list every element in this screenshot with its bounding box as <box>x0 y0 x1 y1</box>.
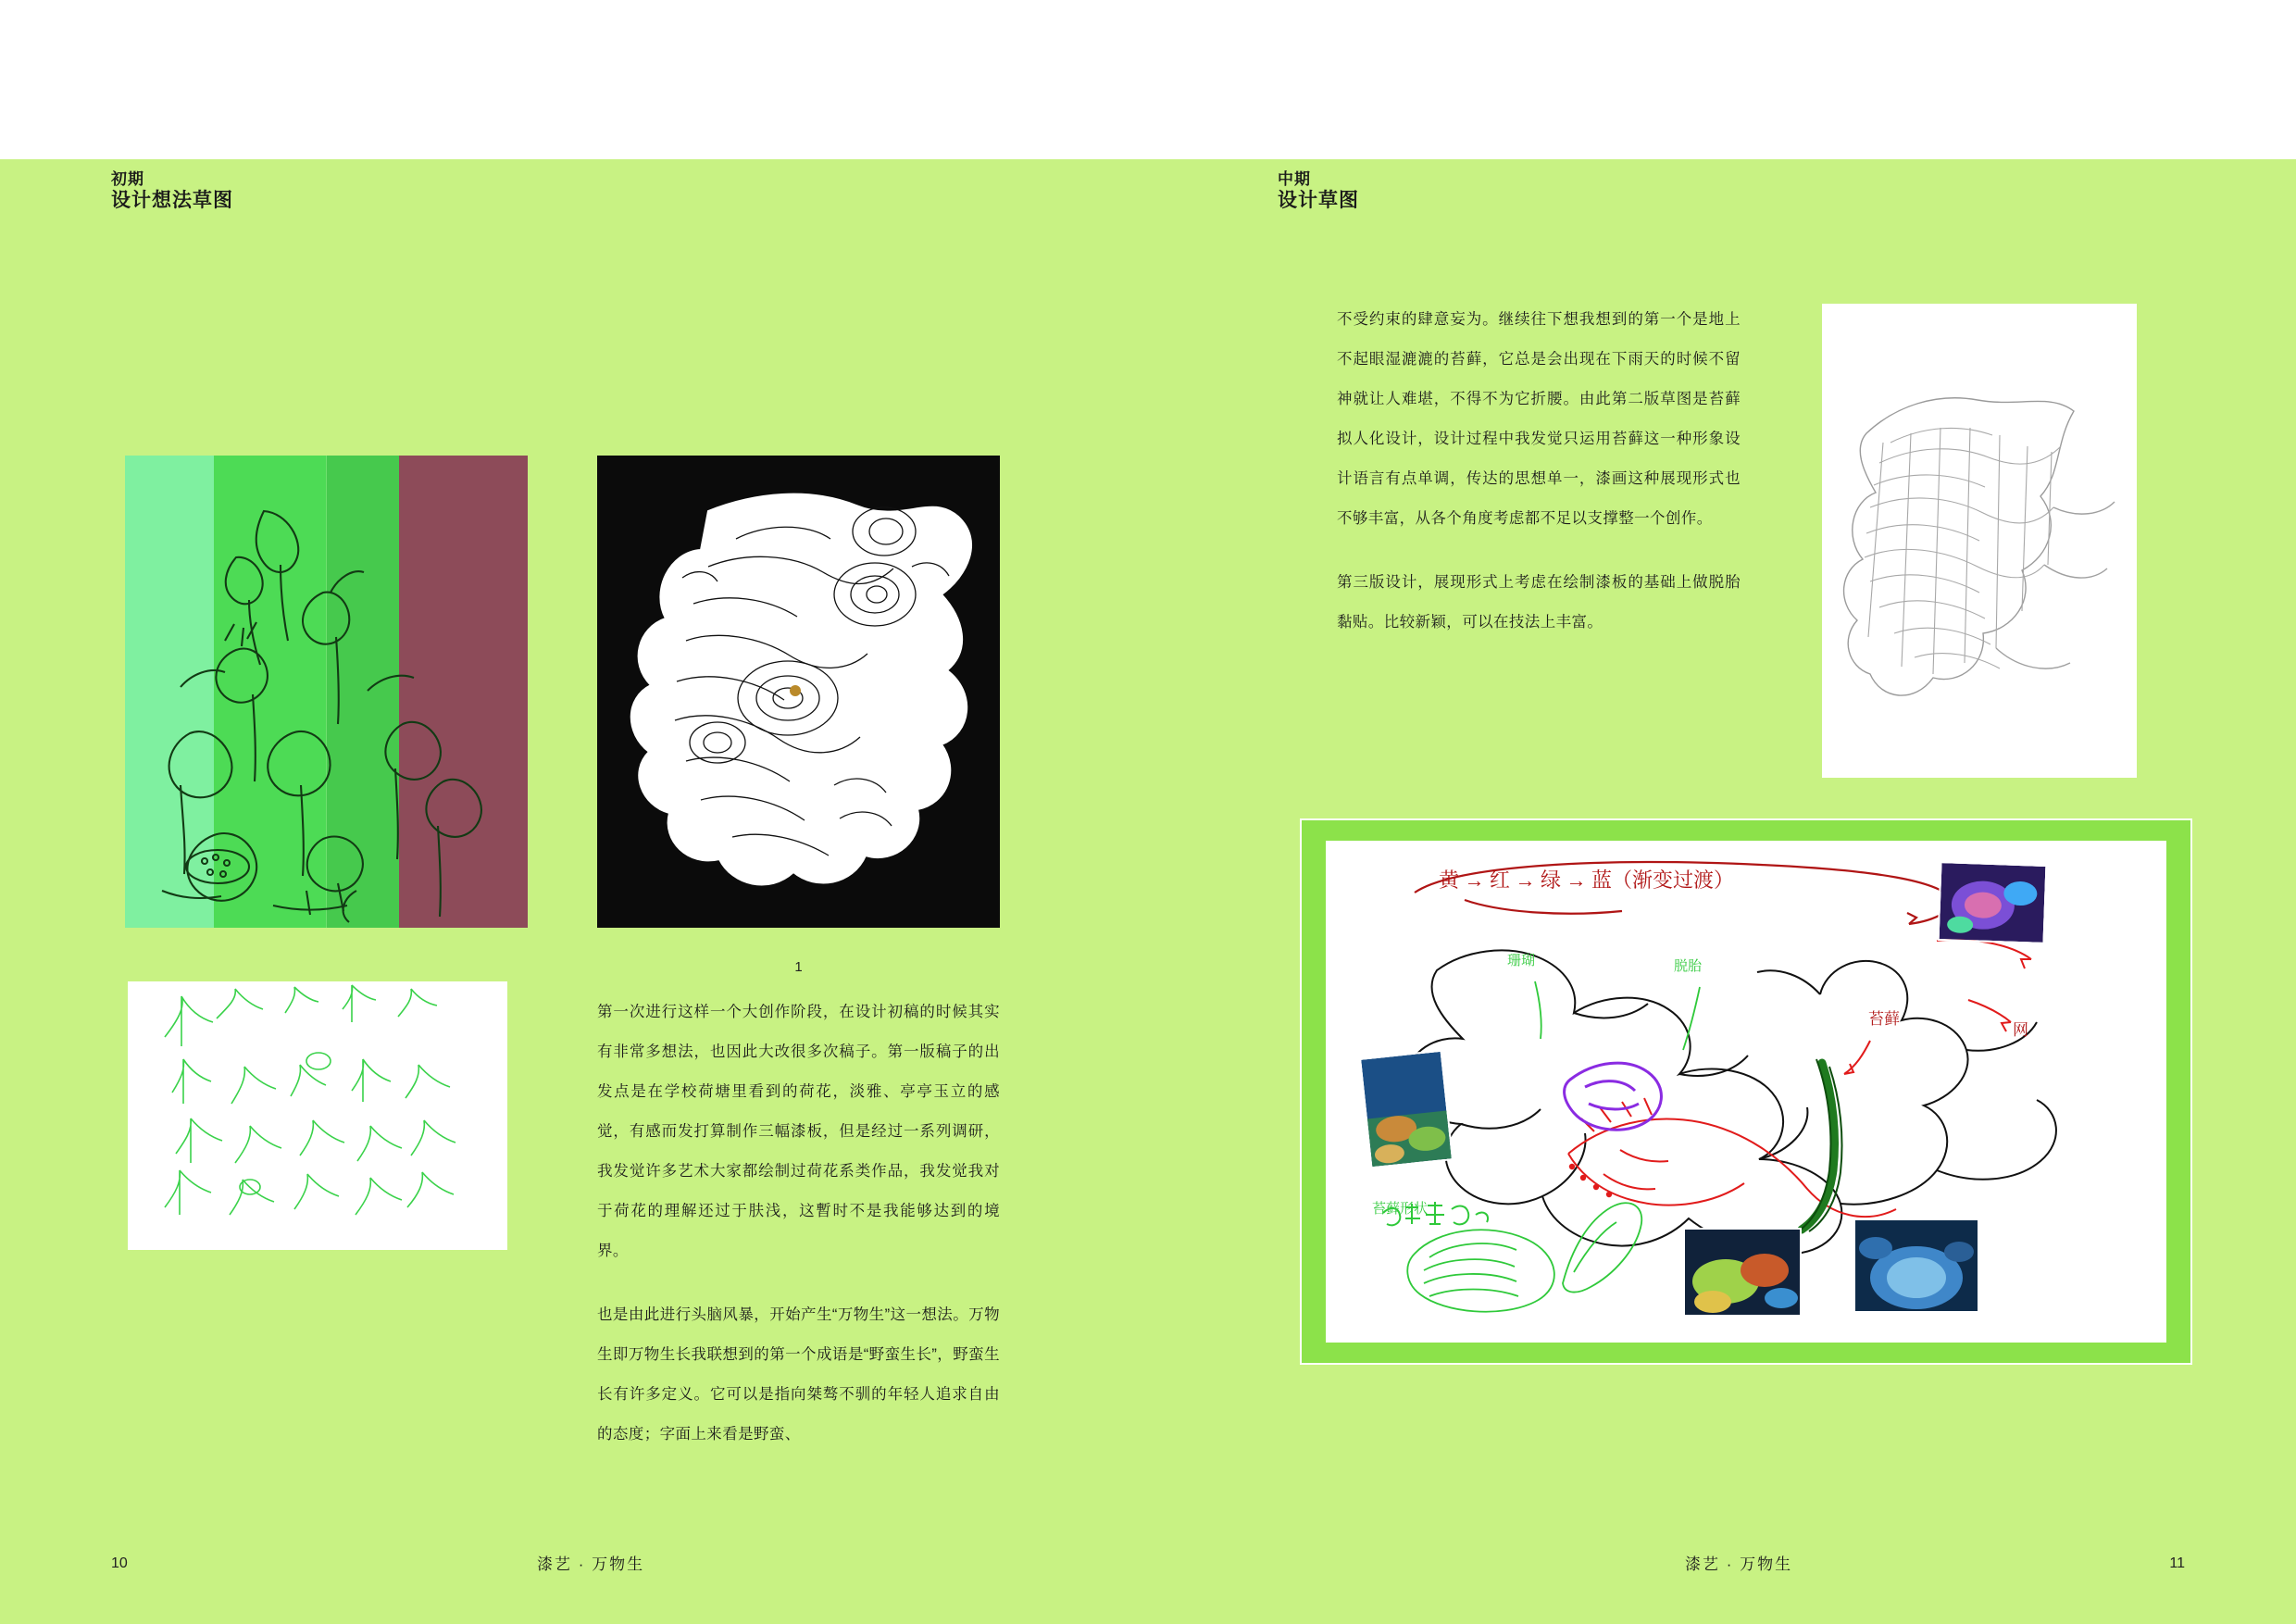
left-folio: 10 <box>111 1555 128 1571</box>
coral-label-coral: 珊瑚 <box>1507 953 1536 968</box>
left-section-heading <box>111 170 233 213</box>
right-section-heading <box>1278 170 1359 213</box>
right-paragraph-2: 第三版设计，展现形式上考虑在绘制漆板的基础上做脱胎黏贴。比较新颖，可以在技法上丰富。 <box>1337 574 1741 631</box>
coral-label-moss-shape: 苔藓形状 <box>1372 1201 1429 1217</box>
coral-photo-4 <box>1853 1218 1979 1313</box>
top-white-band <box>0 0 2296 159</box>
coral-top-note: 黄 → 红 → 绿 → 蓝（渐变过渡） <box>1439 868 1735 892</box>
coral-photo-2 <box>1359 1050 1454 1169</box>
right-page <box>1148 159 2296 1624</box>
left-footer-title: 漆艺 · 万物生 <box>537 1555 645 1573</box>
green-plant-sketches <box>128 981 507 1250</box>
right-paragraph-1: 不受约束的肆意妄为。继续往下想我想到的第一个是地上不起眼湿漉漉的苔藓，它总是会出现在下雨天的时候不留神就让人难堪，不得不为它折腰。由此第二版草图是苔藓拟人化设计，设计过程中我发觉只运用苔藓这一种形象设计语言有点单调，传达的思想单一，漆画这种展现形式也不够丰富，从各个角度考虑都不足以支撑整一个创作。 <box>1337 311 1741 527</box>
figure-number: 1 <box>794 959 803 975</box>
coral-concept-board <box>1300 818 2192 1365</box>
pencil-cloth-sketch <box>1822 304 2137 778</box>
coral-photo-1 <box>1938 861 2048 944</box>
left-section-label-line1: 初期 <box>111 170 144 188</box>
coral-photo-3 <box>1683 1228 1802 1317</box>
moss-bw-illustration <box>597 456 1000 928</box>
coral-concept-card <box>1326 841 2166 1343</box>
right-footer-title: 漆艺 · 万物生 <box>1685 1555 1793 1573</box>
coral-label-moss: 苔藓 <box>1868 1010 1900 1028</box>
right-body-text <box>1337 300 1741 667</box>
right-section-label-line2: 设计草图 <box>1278 190 1359 211</box>
right-section-label-line1: 中期 <box>1278 170 1311 188</box>
left-page <box>0 159 1148 1624</box>
left-paragraph-1: 第一次进行这样一个大创作阶段，在设计初稿的时候其实有非常多想法，也因此大改很多次稿子。第一版稿子的出发点是在学校荷塘里看到的荷花，淡雅、亭亭玉立的感觉，有感而发打算制作三幅漆板，但是经过一系列调研，我发觉许多艺术大家都绘制过荷花系类作品，我发觉我对于荷花的理解还过于肤浅，这暫时不是我能够达到的境界。 <box>597 1004 1000 1259</box>
coral-label-net: 网 <box>2013 1021 2028 1039</box>
spread-background <box>0 159 2296 1624</box>
lotus-color-illustration <box>125 456 528 928</box>
coral-label-tuotai: 脱胎 <box>1674 958 1703 974</box>
right-folio: 11 <box>2169 1555 2185 1571</box>
left-paragraph-2: 也是由此进行头脑风暴，开始产生“万物生”这一想法。万物生即万物生长我联想到的第一个成语是“野蛮生长”，野蛮生长有许多定义。它可以是指向桀骜不驯的年轻人追求自由的态度；字面上来看是野蛮、 <box>597 1306 1000 1443</box>
left-section-label-line2: 设计想法草图 <box>111 190 233 211</box>
left-body-text <box>597 993 1000 1479</box>
